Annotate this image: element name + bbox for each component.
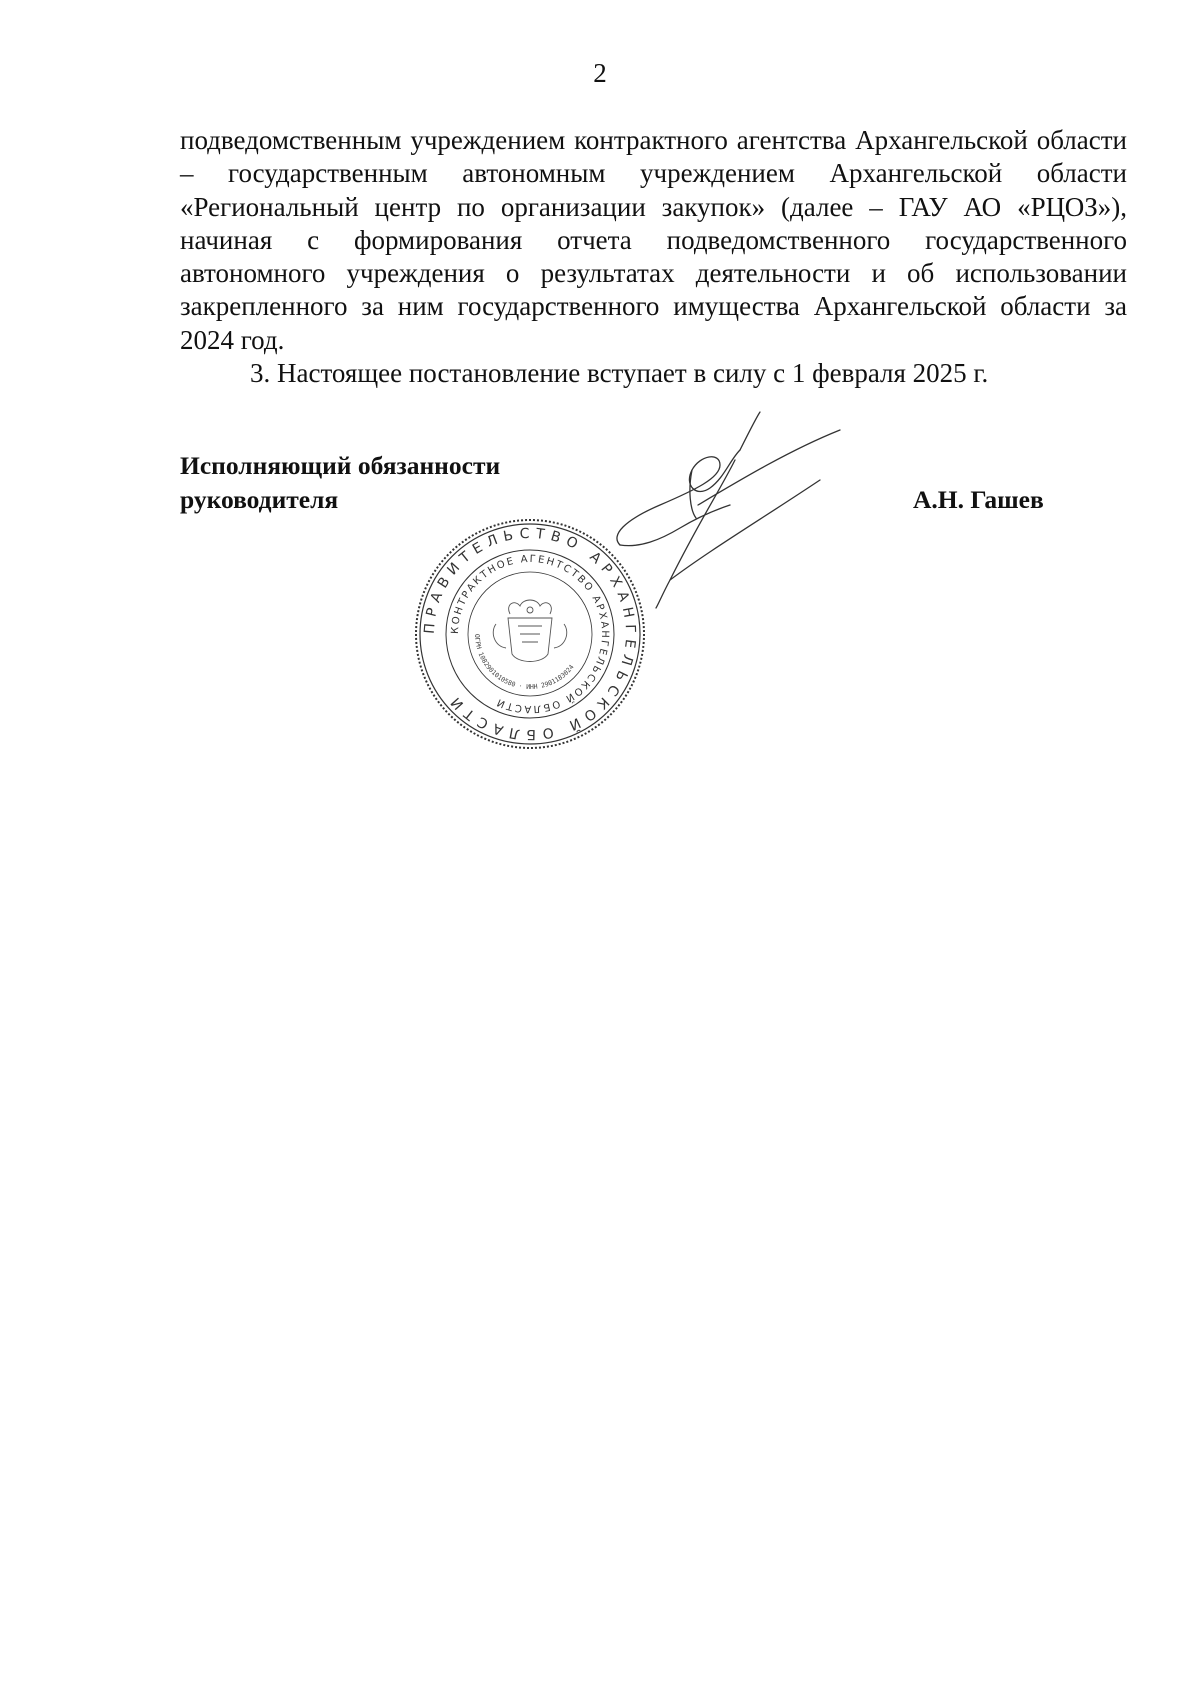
signatory-title-line2: руководителя <box>180 485 339 514</box>
page-number: 2 <box>593 58 607 88</box>
paragraph-continuation: подведомственным учреждением контрактного агентства Архангельской области – государственным автономным учреждением Архангельской области «Региональный центр по организации закупок» (далее – ГАУ АО «РЦОЗ»), начиная с формирования отчета подведомственного государственного автономного учреждения о результатах деятельности и об использовании закрепленного за ним государственного имущества Архангельской области за 2024 год. <box>180 125 1127 355</box>
document-body <box>180 124 1127 390</box>
signatory-title-line1: Исполняющий обязанности <box>180 451 501 480</box>
paragraph-effective-date: 3. Настоящее постановление вступает в силу с 1 февраля 2025 г. <box>250 358 989 389</box>
coat-of-arms-icon <box>493 600 567 662</box>
signatory-name: А.Н. Гашев <box>913 485 1044 514</box>
official-seal <box>410 514 650 754</box>
seal-inner-text: КОНТРАКТНОЕ АГЕНТСТВО АРХАНГЕЛЬСКОЙ ОБЛАСТИ <box>449 553 611 715</box>
signatory-title <box>180 449 500 517</box>
seal-outer-text: ПРАВИТЕЛЬСТВО АРХАНГЕЛЬСКОЙ ОБЛАСТИ <box>421 525 639 743</box>
seal-codes-text: ОГРН 1082901010580 · ИНН 2901183024 <box>472 633 576 692</box>
